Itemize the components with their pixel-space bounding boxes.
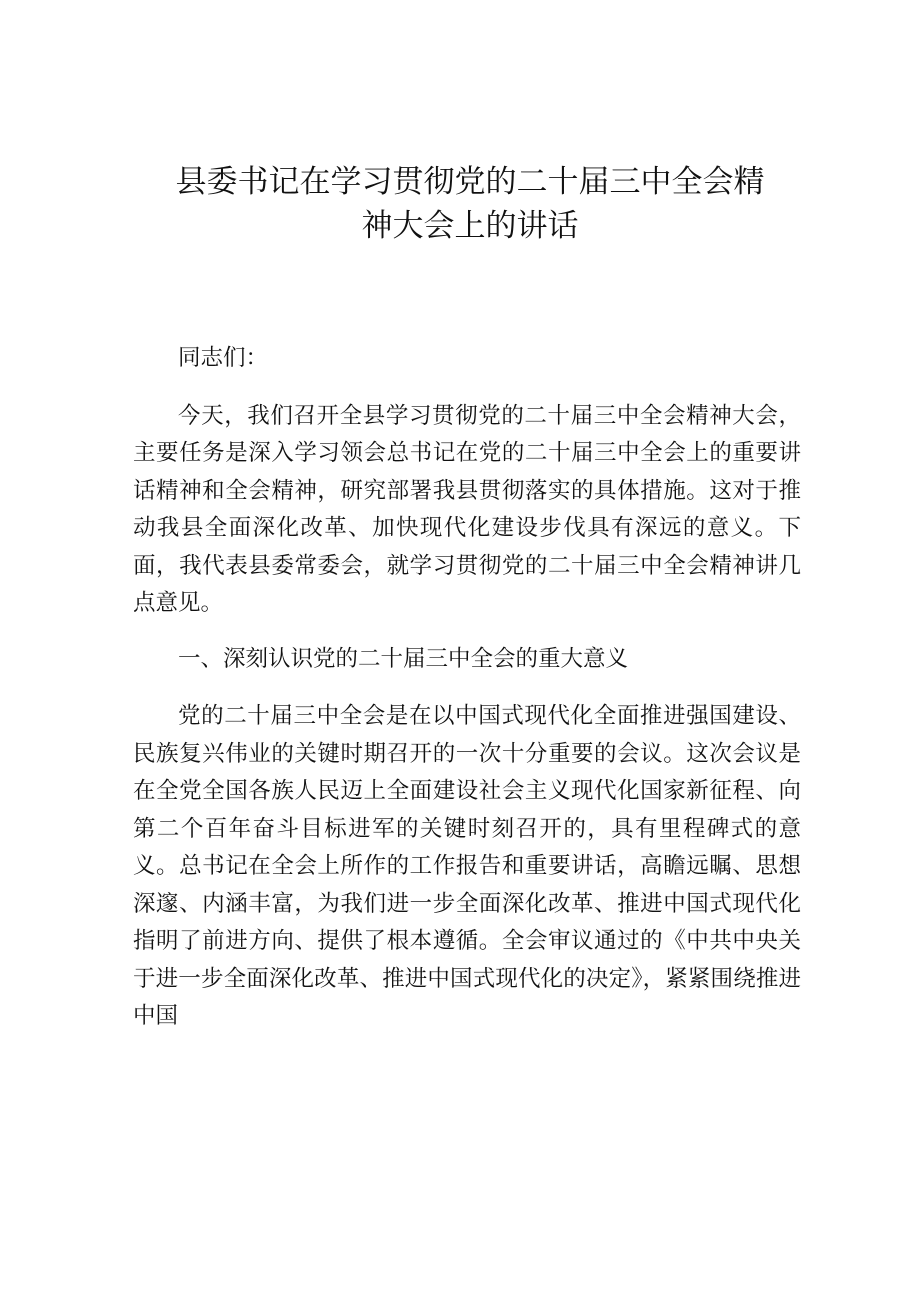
greeting: 同志们： (178, 345, 269, 371)
document-body (133, 340, 801, 1054)
title-line-1: 县委书记在学习贯彻党的二十届三中全会精 (175, 164, 765, 200)
paragraph-significance: 党的二十届三中全会是在以中国式现代化全面推进强国建设、民族复兴伟业的关键时期召开的一次十分重要的会议。这次会议是在全党全国各族人民迈上全面建设社会主义现代化国家新征程、向第二个百年奋斗目标进军的关键时刻召开的，具有里程碑式的意义。总书记在全会上所作的工作报告和重要讲话，高瞻远瞩、思想深邃、内涵丰富，为我们进一步全面深化改革、推进中国式现代化指明了前进方向、提供了根本遵循。全会审议通过的《中共中央关于进一步全面深化改革、推进中国式现代化的决定》，紧紧围绕推进中国 (133, 703, 801, 1029)
document-title (120, 160, 820, 248)
section-heading-1: 一、深刻认识党的二十届三中全会的重大意义 (178, 645, 629, 672)
paragraph-intro: 今天，我们召开全县学习贯彻党的二十届三中全会精神大会，主要任务是深入学习领会总书记在党的二十届三中全会上的重要讲话精神和全会精神，研究部署我县贯彻落实的具体措施。这对于推动我县全面深化改革、加快现代化建设步伐具有深远的意义。下面，我代表县委常委会，就学习贯彻党的二十届三中全会精神讲几点意见。 (133, 402, 801, 616)
title-line-2: 神大会上的讲话 (361, 208, 579, 244)
